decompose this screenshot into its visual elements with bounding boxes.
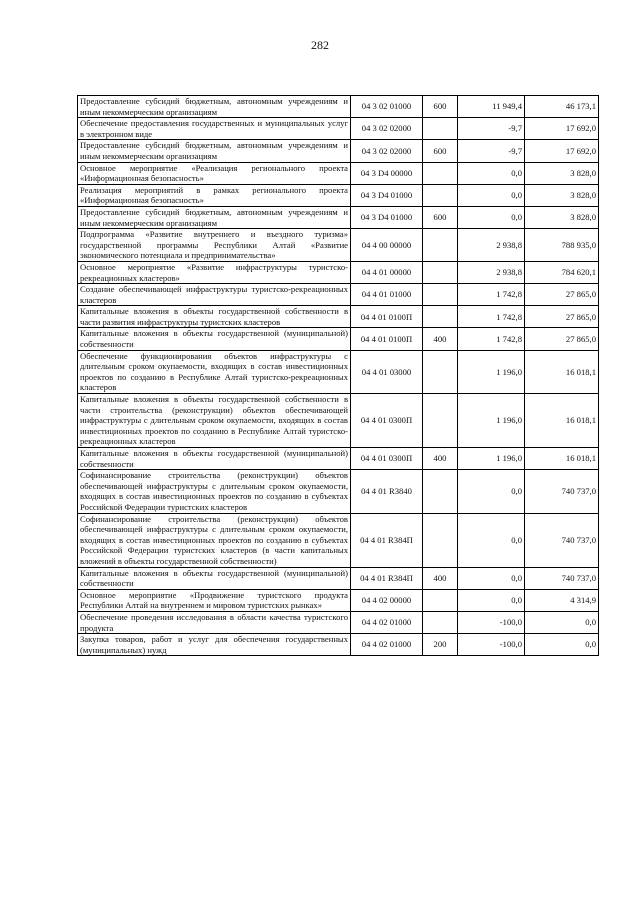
row-change-amount-cell: 0,0 [458, 470, 525, 513]
budget-table-body [78, 96, 599, 656]
row-change-amount-cell: 11 949,4 [458, 96, 525, 118]
row-change-amount-cell: -100,0 [458, 634, 525, 656]
row-expense-type-cell [423, 394, 458, 448]
row-expense-type-cell [423, 118, 458, 140]
row-expense-type-cell [423, 589, 458, 611]
row-change-amount-cell: 0,0 [458, 206, 525, 228]
table-row [78, 589, 599, 611]
row-code-cell: 04 4 01 0100П [351, 328, 423, 350]
row-code-cell: 04 3 D4 01000 [351, 184, 423, 206]
row-total-amount-cell: 27 865,0 [525, 284, 599, 306]
row-change-amount-cell: 0,0 [458, 589, 525, 611]
table-row [78, 611, 599, 633]
row-change-amount-cell: -100,0 [458, 611, 525, 633]
table-row [78, 118, 599, 140]
row-total-amount-cell: 740 737,0 [525, 567, 599, 589]
row-name-cell: Предоставление субсидий бюджетным, автономным учреждениям и иным некоммерческим организациям [78, 140, 351, 162]
table-row [78, 328, 599, 350]
row-expense-type-cell [423, 229, 458, 262]
row-total-amount-cell: 3 828,0 [525, 184, 599, 206]
row-expense-type-cell [423, 470, 458, 513]
row-total-amount-cell: 17 692,0 [525, 140, 599, 162]
row-code-cell: 04 3 02 02000 [351, 118, 423, 140]
row-change-amount-cell: 1 196,0 [458, 394, 525, 448]
row-total-amount-cell: 788 935,0 [525, 229, 599, 262]
row-name-cell: Капитальные вложения в объекты государственной (муниципальной) собственности [78, 567, 351, 589]
row-name-cell: Софинансирование строительства (реконструкции) объектов обеспечивающей инфраструктуры с длительным сроком окупаемости, входящих в состав инвестиционных проектов по созданию в субъектах Российской Федерации туристских кластеров [78, 470, 351, 513]
row-code-cell: 04 4 02 00000 [351, 589, 423, 611]
row-expense-type-cell [423, 513, 458, 567]
row-expense-type-cell [423, 184, 458, 206]
row-expense-type-cell: 400 [423, 567, 458, 589]
row-change-amount-cell: 1 742,8 [458, 284, 525, 306]
row-expense-type-cell [423, 162, 458, 184]
table-row [78, 470, 599, 513]
row-total-amount-cell: 740 737,0 [525, 513, 599, 567]
row-change-amount-cell: 1 196,0 [458, 350, 525, 393]
row-total-amount-cell: 740 737,0 [525, 470, 599, 513]
row-total-amount-cell: 46 173,1 [525, 96, 599, 118]
row-change-amount-cell: 1 742,8 [458, 306, 525, 328]
row-name-cell: Капитальные вложения в объекты государственной собственности в части развития инфраструктуры туристских кластеров [78, 306, 351, 328]
row-code-cell: 04 4 01 00000 [351, 261, 423, 283]
row-name-cell: Предоставление субсидий бюджетным, автономным учреждениям и иным некоммерческим организациям [78, 96, 351, 118]
row-code-cell: 04 3 D4 01000 [351, 206, 423, 228]
table-row [78, 206, 599, 228]
row-change-amount-cell: 0,0 [458, 162, 525, 184]
row-name-cell: Обеспечение проведения исследования в области качества туристского продукта [78, 611, 351, 633]
row-total-amount-cell: 27 865,0 [525, 306, 599, 328]
table-row [78, 284, 599, 306]
row-change-amount-cell: 0,0 [458, 513, 525, 567]
row-total-amount-cell: 27 865,0 [525, 328, 599, 350]
row-expense-type-cell: 400 [423, 448, 458, 470]
row-total-amount-cell: 3 828,0 [525, 162, 599, 184]
row-expense-type-cell [423, 611, 458, 633]
row-code-cell: 04 3 D4 00000 [351, 162, 423, 184]
row-name-cell: Капитальные вложения в объекты государственной собственности в части строительства (реконструкции) объектов обеспечивающей инфраструктуры с длительным сроком окупаемости, входящих в состав инвестиционных проектов по созданию в Республике Алтай туристско-рекреационных кластеров [78, 394, 351, 448]
row-change-amount-cell: -9,7 [458, 140, 525, 162]
row-total-amount-cell: 784 620,1 [525, 261, 599, 283]
table-row [78, 229, 599, 262]
row-expense-type-cell: 400 [423, 328, 458, 350]
row-code-cell: 04 4 01 0300П [351, 448, 423, 470]
row-code-cell: 04 4 01 R384П [351, 513, 423, 567]
row-name-cell: Закупка товаров, работ и услуг для обеспечения государственных (муниципальных) нужд [78, 634, 351, 656]
row-code-cell: 04 4 01 0300П [351, 394, 423, 448]
row-total-amount-cell: 17 692,0 [525, 118, 599, 140]
table-row [78, 350, 599, 393]
row-code-cell: 04 4 01 0100П [351, 306, 423, 328]
row-name-cell: Капитальные вложения в объекты государственной (муниципальной) собственности [78, 328, 351, 350]
row-change-amount-cell: -9,7 [458, 118, 525, 140]
row-change-amount-cell: 2 938,8 [458, 261, 525, 283]
row-name-cell: Предоставление субсидий бюджетным, автономным учреждениям и иным некоммерческим организациям [78, 206, 351, 228]
row-name-cell: Создание обеспечивающей инфраструктуры туристско-рекреационных кластеров [78, 284, 351, 306]
table-row [78, 513, 599, 567]
table-row [78, 162, 599, 184]
row-expense-type-cell [423, 261, 458, 283]
table-row [78, 184, 599, 206]
row-change-amount-cell: 0,0 [458, 184, 525, 206]
row-expense-type-cell [423, 284, 458, 306]
row-total-amount-cell: 16 018,1 [525, 448, 599, 470]
row-expense-type-cell: 600 [423, 206, 458, 228]
table-row [78, 394, 599, 448]
row-total-amount-cell: 4 314,9 [525, 589, 599, 611]
row-total-amount-cell: 16 018,1 [525, 394, 599, 448]
row-code-cell: 04 4 02 01000 [351, 634, 423, 656]
row-code-cell: 04 4 01 03000 [351, 350, 423, 393]
row-change-amount-cell: 1 742,8 [458, 328, 525, 350]
table-row [78, 448, 599, 470]
row-name-cell: Софинансирование строительства (реконструкции) объектов обеспечивающей инфраструктуры с длительным сроком окупаемости, входящих в состав инвестиционных проектов по созданию в субъектах Российской Федерации туристских кластеров (в части капитальных вложений в объекты государственной собственности) [78, 513, 351, 567]
row-name-cell: Основное мероприятие «Реализация регионального проекта «Информационная безопасность» [78, 162, 351, 184]
row-name-cell: Обеспечение предоставления государственных и муниципальных услуг в электронном виде [78, 118, 351, 140]
row-code-cell: 04 3 02 02000 [351, 140, 423, 162]
row-code-cell: 04 4 00 00000 [351, 229, 423, 262]
row-change-amount-cell: 0,0 [458, 567, 525, 589]
table-row [78, 140, 599, 162]
row-expense-type-cell [423, 306, 458, 328]
row-expense-type-cell: 600 [423, 96, 458, 118]
row-name-cell: Основное мероприятие «Продвижение туристского продукта Республики Алтай на внутреннем и мировом туристских рынках» [78, 589, 351, 611]
table-row [78, 261, 599, 283]
budget-table [77, 95, 599, 656]
table-row [78, 306, 599, 328]
row-total-amount-cell: 0,0 [525, 634, 599, 656]
row-total-amount-cell: 16 018,1 [525, 350, 599, 393]
table-row [78, 567, 599, 589]
row-total-amount-cell: 0,0 [525, 611, 599, 633]
row-expense-type-cell [423, 350, 458, 393]
row-change-amount-cell: 1 196,0 [458, 448, 525, 470]
row-change-amount-cell: 2 938,8 [458, 229, 525, 262]
row-name-cell: Обеспечение функционирования объектов инфраструктуры с длительным сроком окупаемости, входящих в состав инвестиционных проектов по созданию в Республике Алтай туристско-рекреационных кластеров [78, 350, 351, 393]
row-expense-type-cell: 200 [423, 634, 458, 656]
row-name-cell: Реализация мероприятий в рамках регионального проекта «Информационная безопасность» [78, 184, 351, 206]
page-number: 282 [311, 38, 329, 52]
row-code-cell: 04 3 02 01000 [351, 96, 423, 118]
row-expense-type-cell: 600 [423, 140, 458, 162]
row-code-cell: 04 4 02 01000 [351, 611, 423, 633]
row-total-amount-cell: 3 828,0 [525, 206, 599, 228]
table-row [78, 634, 599, 656]
row-code-cell: 04 4 01 R384П [351, 567, 423, 589]
row-name-cell: Подпрограмма «Развитие внутреннего и въездного туризма» государственной программы Республики Алтай «Развитие экономического потенциала и предпринимательства» [78, 229, 351, 262]
row-name-cell: Капитальные вложения в объекты государственной (муниципальной) собственности [78, 448, 351, 470]
row-name-cell: Основное мероприятие «Развитие инфраструктуры туристско-рекреационных кластеров» [78, 261, 351, 283]
row-code-cell: 04 4 01 01000 [351, 284, 423, 306]
row-code-cell: 04 4 01 R3840 [351, 470, 423, 513]
table-row [78, 96, 599, 118]
